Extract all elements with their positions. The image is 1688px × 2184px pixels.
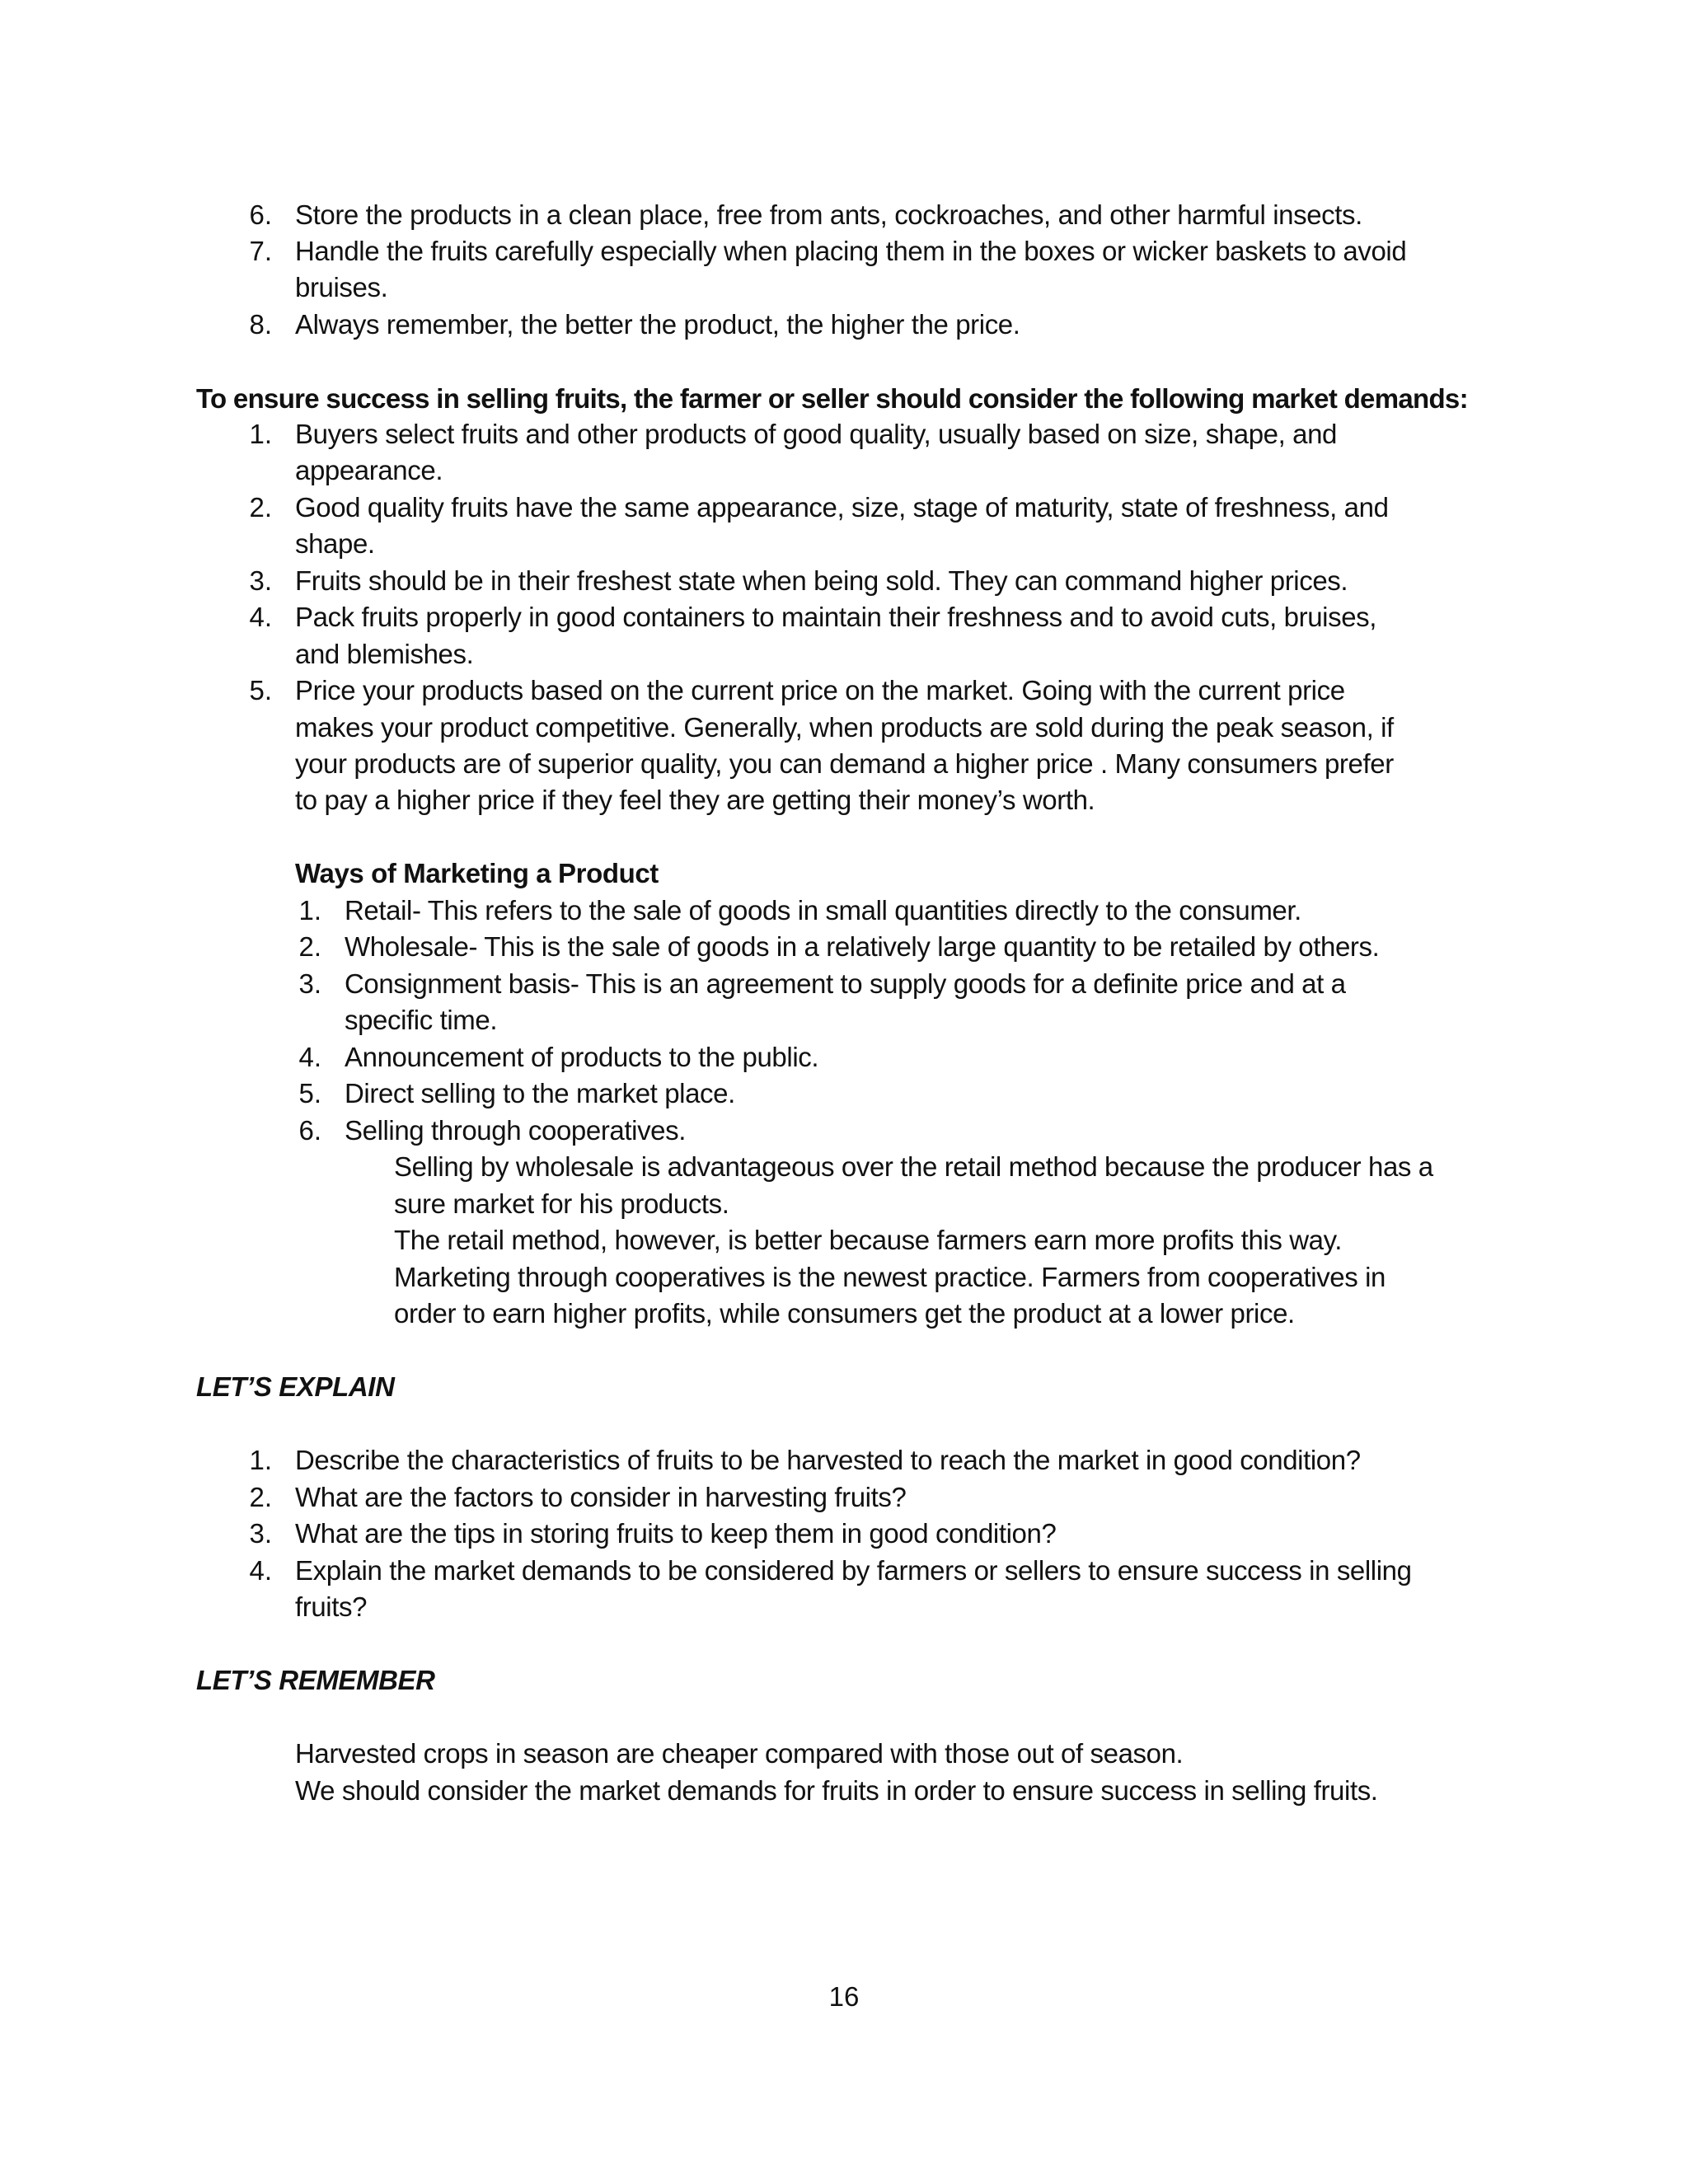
paragraph-line: sure market for his products.	[394, 1188, 729, 1219]
list-item-text: to pay a higher price if they feel they are getting their money’s worth.	[295, 785, 1095, 815]
list-item-text: Handle the fruits carefully especially when placing them in the boxes or wicker baskets to avoid	[295, 236, 1407, 266]
list-item-number: 6.	[249, 199, 272, 230]
list-item-text: Describe the characteristics of fruits to be harvested to reach the market in good condition?	[295, 1445, 1361, 1475]
list-item-number: 2.	[249, 1482, 272, 1512]
list-item-number: 5.	[298, 1078, 321, 1108]
list-item-text: What are the tips in storing fruits to keep them in good condition?	[295, 1518, 1057, 1549]
list-item-number: 1.	[249, 419, 272, 449]
page-number: 16	[828, 1981, 860, 2012]
lets-remember-heading: LET’S REMEMBER	[196, 1665, 435, 1695]
list-item-text: Retail- This refers to the sale of goods in small quantities directly to the consumer.	[345, 895, 1301, 926]
list-item-text: specific time.	[345, 1005, 498, 1035]
list-item-text: Pack fruits properly in good containers to maintain their freshness and to avoid cuts, bruises,	[295, 602, 1377, 632]
list-item-number: 4.	[249, 1555, 272, 1586]
list-item-text: and blemishes.	[295, 639, 474, 669]
paragraph-line: Selling by wholesale is advantageous over the retail method because the producer has a	[394, 1151, 1433, 1182]
paragraph-line: Harvested crops in season are cheaper compared with those out of season.	[295, 1738, 1184, 1769]
list-item-text: Selling through cooperatives.	[345, 1115, 687, 1146]
list-item-number: 1.	[249, 1445, 272, 1475]
lets-explain-heading: LET’S EXPLAIN	[196, 1371, 395, 1402]
list-item-text: Fruits should be in their freshest state when being sold. They can command higher prices.	[295, 565, 1348, 596]
list-item-number: 4.	[249, 602, 272, 632]
list-item-number: 3.	[249, 565, 272, 596]
list-item-number: 8.	[249, 309, 272, 340]
list-item-number: 2.	[298, 931, 321, 962]
list-item-text: Announcement of products to the public.	[345, 1042, 819, 1072]
list-item-text: Consignment basis- This is an agreement to supply goods for a definite price and at a	[345, 968, 1346, 999]
list-item-text: Store the products in a clean place, free from ants, cockroaches, and other harmful insects.	[295, 199, 1362, 230]
market-demands-heading: To ensure success in selling fruits, the farmer or seller should consider the following market demands:	[196, 383, 1468, 414]
list-item-text: appearance.	[295, 455, 443, 485]
list-item-number: 6.	[298, 1115, 321, 1146]
list-item-number: 2.	[249, 492, 272, 523]
list-item-text: shape.	[295, 528, 375, 559]
list-item-text: Direct selling to the market place.	[345, 1078, 735, 1108]
list-item-text: your products are of superior quality, you can demand a higher price . Many consumers prefer	[295, 748, 1394, 779]
list-item-text: Wholesale- This is the sale of goods in a relatively large quantity to be retailed by others.	[345, 931, 1380, 962]
list-item-text: What are the factors to consider in harvesting fruits?	[295, 1482, 907, 1512]
ways-of-marketing-heading: Ways of Marketing a Product	[295, 858, 659, 888]
list-item-text: Buyers select fruits and other products of good quality, usually based on size, shape, and	[295, 419, 1338, 449]
list-item-text: Good quality fruits have the same appearance, size, stage of maturity, state of freshness, and	[295, 492, 1389, 523]
list-item-number: 7.	[249, 236, 272, 266]
list-item-number: 5.	[249, 675, 272, 705]
paragraph-line: Marketing through cooperatives is the newest practice. Farmers from cooperatives in	[394, 1262, 1386, 1292]
list-item-text: Always remember, the better the product, the higher the price.	[295, 309, 1020, 340]
list-item-text: Explain the market demands to be considered by farmers or sellers to ensure success in selling	[295, 1555, 1412, 1586]
list-item-number: 3.	[249, 1518, 272, 1549]
paragraph-line: We should consider the market demands for fruits in order to ensure success in selling fruits.	[295, 1775, 1378, 1806]
list-item-number: 4.	[298, 1042, 321, 1072]
list-item-text: bruises.	[295, 272, 388, 302]
paragraph-line: The retail method, however, is better because farmers earn more profits this way.	[394, 1225, 1343, 1255]
list-item-number: 1.	[298, 895, 321, 926]
paragraph-line: order to earn higher profits, while consumers get the product at a lower price.	[394, 1298, 1295, 1329]
list-item-text: Price your products based on the current price on the market. Going with the current price	[295, 675, 1345, 705]
list-item-text: fruits?	[295, 1591, 368, 1622]
list-item-text: makes your product competitive. Generally, when products are sold during the peak season, if	[295, 712, 1394, 743]
list-item-number: 3.	[298, 968, 321, 999]
